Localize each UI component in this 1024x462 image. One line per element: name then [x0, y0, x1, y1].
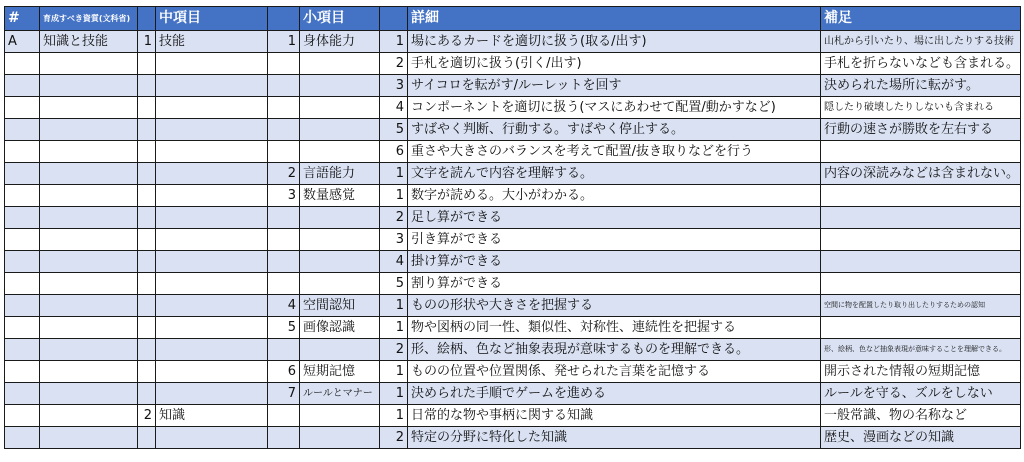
sub-item-cell: 画像認識	[300, 317, 380, 339]
table-row	[5, 75, 1021, 97]
detail-cell: 数字が読める。大小がわかる。	[408, 185, 821, 207]
mid-item-cell	[156, 273, 268, 295]
quality-cell	[40, 185, 138, 207]
header-hash: #	[5, 7, 40, 31]
mid-item-cell	[156, 339, 268, 361]
mid-item-cell	[156, 75, 268, 97]
detail-number-cell: 1	[380, 31, 408, 53]
note-cell: 手札を折らないなども含まれる。	[821, 53, 1021, 75]
quality-cell	[40, 383, 138, 405]
detail-cell: 決められた手順でゲームを進める	[408, 383, 821, 405]
note-cell: 歴史、漫画などの知識	[821, 427, 1021, 449]
mid-item-cell	[156, 53, 268, 75]
note-cell	[821, 251, 1021, 273]
table-row	[5, 229, 1021, 251]
mid-item-cell	[156, 427, 268, 449]
header-mid-no	[138, 7, 156, 31]
category-cell	[5, 53, 40, 75]
sub-number-cell	[268, 75, 300, 97]
mid-number-cell	[138, 141, 156, 163]
sub-item-cell	[300, 405, 380, 427]
sub-number-cell	[268, 207, 300, 229]
sub-number-cell	[268, 273, 300, 295]
mid-item-cell	[156, 295, 268, 317]
mid-item-cell: 知識	[156, 405, 268, 427]
mid-number-cell	[138, 185, 156, 207]
sub-number-cell	[268, 339, 300, 361]
category-cell	[5, 339, 40, 361]
category-cell: A	[5, 31, 40, 53]
mid-number-cell	[138, 97, 156, 119]
table-row	[5, 163, 1021, 185]
note-cell: 空間に物を配置したり取り出したりするための認知	[821, 295, 1021, 317]
header-small: 小項目	[300, 7, 380, 31]
category-cell	[5, 75, 40, 97]
table-body	[5, 31, 1021, 449]
quality-cell	[40, 97, 138, 119]
detail-cell: 割り算ができる	[408, 273, 821, 295]
category-cell	[5, 295, 40, 317]
note-cell: 一般常識、物の名称など	[821, 405, 1021, 427]
sub-item-cell: 数量感覚	[300, 185, 380, 207]
detail-number-cell: 2	[380, 427, 408, 449]
sub-number-cell: 4	[268, 295, 300, 317]
category-cell	[5, 119, 40, 141]
table-row	[5, 361, 1021, 383]
sub-item-cell	[300, 207, 380, 229]
quality-cell	[40, 427, 138, 449]
detail-number-cell: 1	[380, 163, 408, 185]
category-cell	[5, 273, 40, 295]
table-row	[5, 31, 1021, 53]
note-cell	[821, 207, 1021, 229]
quality-cell	[40, 251, 138, 273]
sub-item-cell	[300, 251, 380, 273]
mid-number-cell	[138, 163, 156, 185]
header-sub-no	[268, 7, 300, 31]
detail-cell: 日常的な物や事柄に関する知識	[408, 405, 821, 427]
detail-number-cell: 1	[380, 295, 408, 317]
sub-number-cell	[268, 251, 300, 273]
sub-item-cell	[300, 229, 380, 251]
quality-cell	[40, 207, 138, 229]
note-cell	[821, 229, 1021, 251]
table-row	[5, 97, 1021, 119]
mid-number-cell	[138, 317, 156, 339]
category-cell	[5, 251, 40, 273]
sub-item-cell: 言語能力	[300, 163, 380, 185]
sub-number-cell	[268, 405, 300, 427]
table-row	[5, 273, 1021, 295]
mid-number-cell: 2	[138, 405, 156, 427]
detail-number-cell: 1	[380, 361, 408, 383]
sub-item-cell	[300, 75, 380, 97]
sub-item-cell: ルールとマナー	[300, 383, 380, 405]
note-cell	[821, 317, 1021, 339]
detail-cell: すばやく判断、行動する。すばやく停止する。	[408, 119, 821, 141]
mid-item-cell	[156, 251, 268, 273]
detail-number-cell: 1	[380, 185, 408, 207]
note-cell	[821, 185, 1021, 207]
sub-item-cell	[300, 141, 380, 163]
detail-cell: コンポーネントを適切に扱う(マスにあわせて配置/動かすなど)	[408, 97, 821, 119]
note-cell: 内容の深読みなどは含まれない。	[821, 163, 1021, 185]
mid-item-cell	[156, 141, 268, 163]
mid-item-cell	[156, 97, 268, 119]
mid-number-cell	[138, 119, 156, 141]
sub-item-cell	[300, 119, 380, 141]
category-cell	[5, 405, 40, 427]
category-cell	[5, 317, 40, 339]
detail-cell: 掛け算ができる	[408, 251, 821, 273]
detail-cell: 引き算ができる	[408, 229, 821, 251]
sub-item-cell	[300, 53, 380, 75]
detail-number-cell: 4	[380, 251, 408, 273]
table-row	[5, 53, 1021, 75]
note-cell: 形、絵柄、色など抽象表現が意味することを理解できる。	[821, 339, 1021, 361]
detail-number-cell: 2	[380, 339, 408, 361]
detail-number-cell: 2	[380, 207, 408, 229]
quality-cell	[40, 317, 138, 339]
table-row	[5, 383, 1021, 405]
skills-table	[4, 6, 1021, 449]
category-cell	[5, 383, 40, 405]
mid-number-cell	[138, 427, 156, 449]
sub-number-cell	[268, 141, 300, 163]
mid-item-cell	[156, 229, 268, 251]
table-row	[5, 119, 1021, 141]
mid-item-cell	[156, 317, 268, 339]
table-row	[5, 317, 1021, 339]
detail-cell: ものの形状や大きさを把握する	[408, 295, 821, 317]
quality-cell: 知識と技能	[40, 31, 138, 53]
quality-cell	[40, 163, 138, 185]
sub-number-cell	[268, 119, 300, 141]
sub-number-cell	[268, 229, 300, 251]
note-cell: ルールを守る、ズルをしない	[821, 383, 1021, 405]
mid-number-cell	[138, 251, 156, 273]
quality-cell	[40, 229, 138, 251]
sub-item-cell	[300, 339, 380, 361]
sub-item-cell	[300, 273, 380, 295]
category-cell	[5, 141, 40, 163]
detail-cell: 特定の分野に特化した知識	[408, 427, 821, 449]
category-cell	[5, 185, 40, 207]
note-cell	[821, 141, 1021, 163]
table-row	[5, 405, 1021, 427]
header-detail: 詳細	[408, 7, 821, 31]
category-cell	[5, 207, 40, 229]
header-supplement: 補足	[821, 7, 1021, 31]
category-cell	[5, 229, 40, 251]
detail-cell: 文字を読んで内容を理解する。	[408, 163, 821, 185]
quality-cell	[40, 75, 138, 97]
note-cell	[821, 273, 1021, 295]
mid-item-cell: 技能	[156, 31, 268, 53]
note-cell: 行動の速さが勝敗を左右する	[821, 119, 1021, 141]
table-row	[5, 251, 1021, 273]
note-cell: 決められた場所に転がす。	[821, 75, 1021, 97]
quality-cell	[40, 295, 138, 317]
category-cell	[5, 427, 40, 449]
sub-number-cell	[268, 427, 300, 449]
sub-number-cell: 5	[268, 317, 300, 339]
detail-number-cell: 6	[380, 141, 408, 163]
note-cell: 山札から引いたり、場に出したりする技術	[821, 31, 1021, 53]
quality-cell	[40, 141, 138, 163]
detail-cell: 形、絵柄、色など抽象表現が意味するものを理解できる。	[408, 339, 821, 361]
detail-number-cell: 2	[380, 53, 408, 75]
quality-cell	[40, 405, 138, 427]
sub-number-cell	[268, 97, 300, 119]
table-row	[5, 339, 1021, 361]
category-cell	[5, 361, 40, 383]
mid-number-cell	[138, 383, 156, 405]
table-row	[5, 141, 1021, 163]
mid-number-cell	[138, 75, 156, 97]
detail-number-cell: 1	[380, 317, 408, 339]
quality-cell	[40, 273, 138, 295]
sub-number-cell: 2	[268, 163, 300, 185]
detail-cell: 物や図柄の同一性、類似性、対称性、連続性を把握する	[408, 317, 821, 339]
header-detail-no	[380, 7, 408, 31]
detail-number-cell: 4	[380, 97, 408, 119]
detail-number-cell: 1	[380, 383, 408, 405]
detail-cell: 重さや大きさのバランスを考えて配置/抜き取りなどを行う	[408, 141, 821, 163]
table-row	[5, 207, 1021, 229]
sub-number-cell: 6	[268, 361, 300, 383]
table-row	[5, 295, 1021, 317]
sub-item-cell: 空間認知	[300, 295, 380, 317]
sub-item-cell	[300, 427, 380, 449]
sub-number-cell: 1	[268, 31, 300, 53]
quality-cell	[40, 119, 138, 141]
quality-cell	[40, 53, 138, 75]
mid-number-cell	[138, 207, 156, 229]
detail-number-cell: 3	[380, 229, 408, 251]
table-row	[5, 427, 1021, 449]
detail-cell: 場にあるカードを適切に扱う(取る/出す)	[408, 31, 821, 53]
mid-number-cell	[138, 361, 156, 383]
mid-item-cell	[156, 207, 268, 229]
detail-number-cell: 3	[380, 75, 408, 97]
header-qualities: 育成すべき資質(文科省)	[40, 7, 138, 31]
sub-item-cell: 短期記憶	[300, 361, 380, 383]
mid-item-cell	[156, 383, 268, 405]
detail-cell: 足し算ができる	[408, 207, 821, 229]
mid-number-cell	[138, 295, 156, 317]
mid-number-cell	[138, 273, 156, 295]
header-mid: 中項目	[156, 7, 268, 31]
category-cell	[5, 163, 40, 185]
sub-item-cell: 身体能力	[300, 31, 380, 53]
mid-number-cell	[138, 229, 156, 251]
note-cell: 開示された情報の短期記憶	[821, 361, 1021, 383]
detail-cell: 手札を適切に扱う(引く/出す)	[408, 53, 821, 75]
sub-item-cell	[300, 97, 380, 119]
sub-number-cell	[268, 53, 300, 75]
mid-number-cell	[138, 339, 156, 361]
mid-item-cell	[156, 163, 268, 185]
sub-number-cell: 7	[268, 383, 300, 405]
detail-cell: サイコロを転がす/ルーレットを回す	[408, 75, 821, 97]
category-cell	[5, 97, 40, 119]
mid-item-cell	[156, 185, 268, 207]
table-row	[5, 185, 1021, 207]
detail-number-cell: 5	[380, 119, 408, 141]
mid-item-cell	[156, 119, 268, 141]
quality-cell	[40, 361, 138, 383]
header-row	[5, 7, 1021, 31]
detail-number-cell: 1	[380, 405, 408, 427]
mid-item-cell	[156, 361, 268, 383]
mid-number-cell	[138, 53, 156, 75]
note-cell: 隠したり破壊したりしないも含まれる	[821, 97, 1021, 119]
detail-number-cell: 5	[380, 273, 408, 295]
sub-number-cell: 3	[268, 185, 300, 207]
detail-cell: ものの位置や位置関係、発せられた言葉を記憶する	[408, 361, 821, 383]
quality-cell	[40, 339, 138, 361]
mid-number-cell: 1	[138, 31, 156, 53]
